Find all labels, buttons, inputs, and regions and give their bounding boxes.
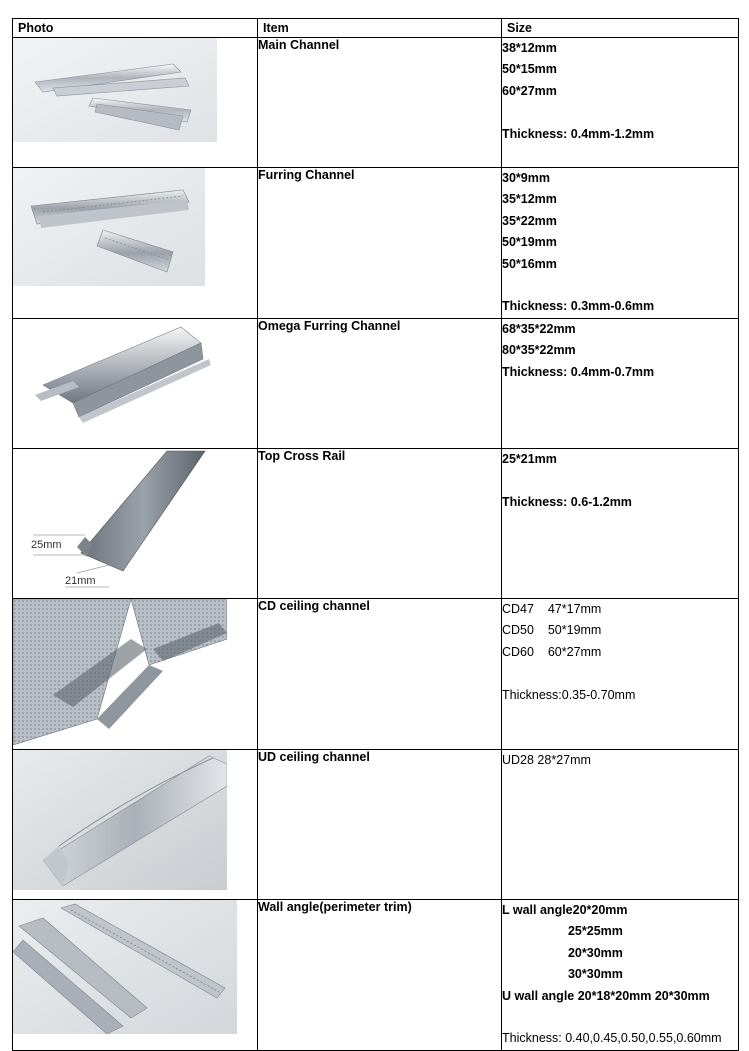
size-line: L wall angle20*20mm (502, 903, 628, 917)
size-line (502, 275, 738, 296)
size-line: U wall angle 20*18*20mm 20*30mm (502, 988, 710, 1003)
table-row (13, 319, 739, 449)
thickness-line: Thickness: 0.4mm-1.2mm (502, 126, 655, 141)
size-line: 60*27mm (502, 83, 557, 98)
thickness-line: Thickness: 0.3mm-0.6mm (502, 299, 655, 314)
photo-cell (13, 449, 258, 599)
size-cell (502, 168, 739, 319)
item-name: Top Cross Rail (258, 449, 502, 599)
size-cell (502, 900, 739, 1051)
size-line: 35*12mm (502, 192, 557, 207)
ud-ceiling-channel-photo (13, 750, 257, 890)
size-line: 50*16mm (502, 256, 557, 271)
table-row (13, 900, 739, 1051)
size-line (502, 102, 738, 123)
item-name: Main Channel (258, 38, 502, 168)
item-name: Omega Furring Channel (258, 319, 502, 449)
thickness-line: Thickness: 0.4mm-0.7mm (502, 364, 655, 379)
size-cell (502, 599, 739, 750)
item-name: Wall angle(perimeter trim) (258, 900, 502, 1051)
header-item: Item (258, 19, 502, 38)
size-line: 80*35*22mm (502, 343, 576, 358)
size-line (502, 1007, 738, 1028)
item-name: CD ceiling channel (258, 599, 502, 750)
size-line (502, 663, 738, 684)
wall-angle-photo (13, 900, 257, 1034)
size-cell (502, 319, 739, 449)
size-line: 35*22mm (502, 213, 557, 228)
header-photo: Photo (13, 19, 258, 38)
photo-cell (13, 900, 258, 1051)
table-row (13, 599, 739, 750)
size-line: 68*35*22mm (502, 322, 576, 336)
size-cell (502, 38, 739, 168)
size-line: 38*12mm (502, 41, 557, 55)
size-line: UD28 28*27mm (502, 753, 591, 767)
main-channel-photo (13, 38, 257, 142)
item-name: Furring Channel (258, 168, 502, 319)
table-row (13, 38, 739, 168)
size-line: 30*30mm (502, 967, 623, 982)
top-cross-rail-photo (13, 449, 209, 593)
thickness-line: Thickness:0.35-0.70mm (502, 687, 636, 702)
photo-label-21mm: 21mm (65, 575, 96, 587)
furring-channel-photo (13, 168, 257, 286)
size-line: CD50 50*19mm (502, 623, 602, 638)
size-line: CD47 47*17mm (502, 602, 602, 616)
photo-cell (13, 599, 258, 750)
photo-label-25mm: 25mm (31, 539, 62, 551)
item-name: UD ceiling channel (258, 750, 502, 900)
photo-cell (13, 168, 258, 319)
header-row (13, 19, 739, 38)
size-line: 50*15mm (502, 62, 557, 77)
photo-cell (13, 38, 258, 168)
size-line (502, 470, 738, 491)
size-line: 25*21mm (502, 452, 557, 466)
size-line: 50*19mm (502, 235, 557, 250)
header-size: Size (502, 19, 739, 38)
size-cell (502, 750, 739, 900)
size-line: CD60 60*27mm (502, 644, 602, 659)
thickness-line: Thickness: 0.6-1.2mm (502, 494, 632, 509)
size-cell (502, 449, 739, 599)
product-spec-table (12, 18, 739, 1051)
size-line: 20*30mm (502, 945, 623, 960)
table-row (13, 750, 739, 900)
photo-cell (13, 319, 258, 449)
photo-cell (13, 750, 258, 900)
thickness-line: Thickness: 0.40,0.45,0.50,0.55,0.60mm (502, 1031, 722, 1046)
cd-ceiling-channel-photo (13, 599, 257, 745)
table-row (13, 168, 739, 319)
size-line: 30*9mm (502, 171, 550, 185)
omega-channel-photo (13, 319, 257, 437)
table-row (13, 449, 739, 599)
size-line: 25*25mm (502, 924, 623, 939)
